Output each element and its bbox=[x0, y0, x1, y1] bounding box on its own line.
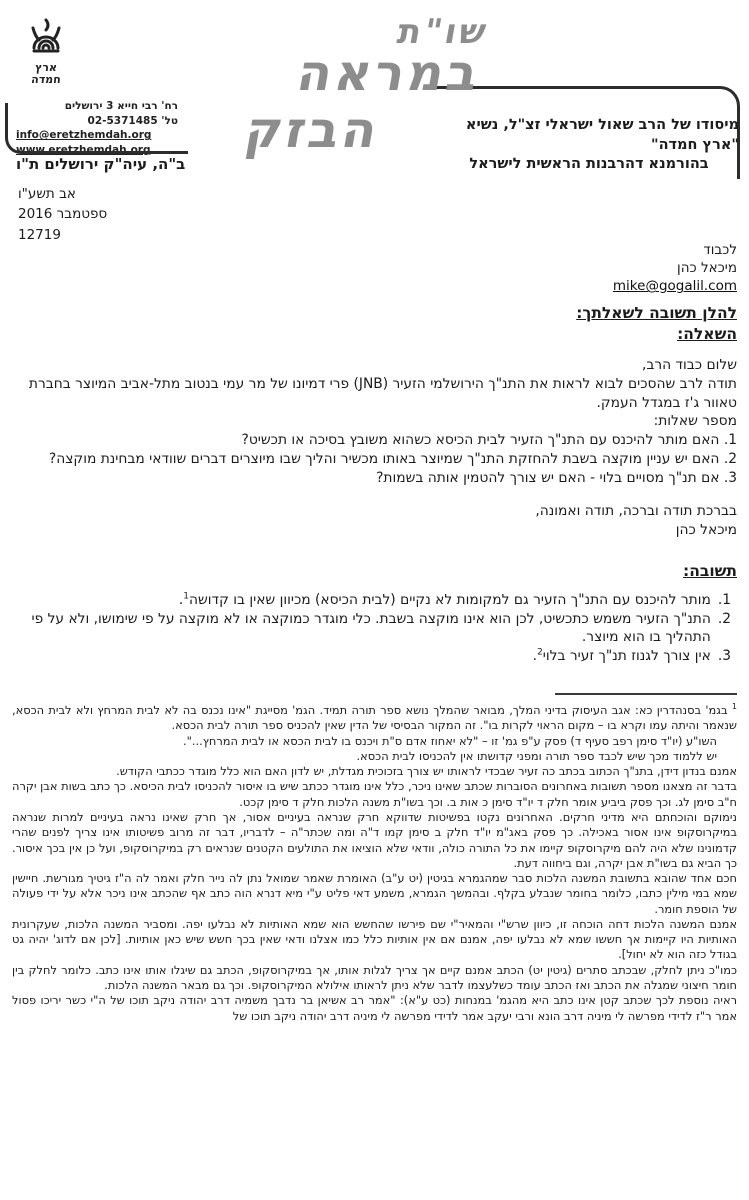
footnote-paragraph: ראיה נוספת לכך שכתב קטן אינו כתב היא מהגמ' במנחות (כט ע"א): "אמר רב אשיאן בר נדבך משמיה דרב יהודה ניקב תוכו של ה"י כשר יריכו פסול אמר ר"ז לדידי מפרשה לי מיניה דרב הונא ורבי יעקב אמר לדידי מפרשה לי מיניה דרב יהודה ניקב תוכו של bbox=[12, 993, 737, 1023]
recipient-name: מיכאל כהן bbox=[677, 260, 737, 277]
answer-item-text: מותר להיכנס עם התנ"ך הזעיר גם למקומות לא נקיים (לבית הכיסא) מכיוון שאין בו קדושה$^1$. bbox=[178, 591, 711, 608]
logo-word-hemdah: חמדה bbox=[30, 72, 62, 86]
footnote-paragraph: אמנם בנדון דידן, בתנ"ך הכתוב בכתב כה זעיר שבכדי לראותו יש צורך בזכוכית מגדלת, יש לדון האם הוא כלל מוגדר ככתבי הקודש. bbox=[116, 764, 737, 779]
question-body: תודה לרב שהסכים לבוא לראות את התנ"ך הירושלמי הזעיר (JNB) פרי דמיונו של מר עמי בנטוב מתל-אביב המיוצר בחברת טאוור ג'ז במגדל העמק. bbox=[28, 375, 737, 411]
intro-heading: להלן תשובה לשאלתך: bbox=[576, 304, 737, 322]
menorah-flame-icon bbox=[18, 18, 74, 62]
question-list-intro: מספר שאלות: bbox=[653, 413, 737, 430]
answer-item bbox=[12, 591, 731, 610]
question-item: 1. האם מותר להיכנס עם התנ"ך הזעיר לבית הכיסא כשהוא משובץ בסיכה או תכשיט? bbox=[241, 432, 737, 449]
contact-email-link[interactable]: info@eretzhemdah.org bbox=[16, 129, 152, 142]
question-item: 3. אם תנ"ך מסויים בלוי - האם יש צורך להטמין אותה בשמות? bbox=[376, 469, 737, 486]
closing-block bbox=[12, 502, 737, 540]
signature-name: מיכאל כהן bbox=[675, 522, 737, 539]
footnote-ref: 1 bbox=[183, 591, 189, 602]
responsum-number: 12719 bbox=[18, 226, 61, 243]
contact-website-link[interactable]: www.eretzhemdah.org bbox=[16, 144, 151, 157]
answer-item-number: 2. bbox=[717, 610, 731, 627]
answer-item-number: 1. bbox=[717, 591, 731, 608]
answer-item-text: אין צורך לגנוז תנ"ך זעיר בלוי$^2$. bbox=[532, 647, 711, 665]
gregorian-date: ספטמבר 2016 bbox=[18, 206, 108, 223]
masthead-title-habazak: הבזק bbox=[240, 101, 385, 159]
subtitle-authority-line: בהורמנא דהרבנות הראשית לישראל bbox=[469, 156, 709, 173]
answer-item-number: 3. bbox=[717, 648, 731, 665]
footnote-paragraph: השו"ע (יו"ד סימן רפב סעיף ד) פסק ע"פ גמ' זו – "לא יאחוז אדם ס"ת ויכנס בו לבית הכסא או לבית המרחץ...". bbox=[183, 733, 717, 748]
answer-heading: תשובה: bbox=[683, 561, 737, 580]
recipient-email-link[interactable]: mike@gogalil.com bbox=[612, 278, 737, 295]
recipient-honorific: לכבוד bbox=[703, 242, 737, 258]
answer-item bbox=[12, 610, 731, 648]
hebrew-date: אב תשע"ו bbox=[18, 186, 76, 202]
masthead-title-bemareh: במראה bbox=[292, 44, 486, 102]
masthead-title-shut: שו"ת bbox=[394, 12, 492, 52]
footnote-paragraph: נימוקם והוכחתם היא מדיני חרקים. האחרונים נקטו בפשיטות שדווקא חרק שנראה בעיניים אסור, אך חרק שאינו נראה בעיניים למרות שנראה במיקרוסקופ אינו אסור באכילה. כך פסק באג"מ יו"ד חלק ב סימן קמו ד"ה ומה שכתר"ה – לדבריו, דבר זה מרוב פשיטותו אינו צריך לפנים שהרי קדמונינו שלא היה להם מיקרוסקופ קיימו את כל התורה כולה, וודאי שלא הוציאו את התולעים הקטנים שנראים רק במיקרוסקופ, ועל כן אין בכך איסור. כך הביא גם בשו"ת אבן יקרה, וגם ביחווה דעת. bbox=[12, 809, 737, 870]
footnote-paragraph: אמנם המשנה הלכות דחה הוכחה זו, כיוון שרש"י והמאיר"י שם פירשו שהחשש הוא שמא האותיות לא נבלעו יפה. ומסביר המשנה הלכות, שעקרונית האותיות היו קיימות אך חששו שמא לא נבלעו יפה, אמנם אם אין אותיות כלל כמו אצלנו ודאי שאין בכך חשש שיש כאן אותיות. [לכן אם לדוג' יהיה גט בגודל כזה הוא לא יחול]. bbox=[12, 916, 737, 962]
letter-body bbox=[12, 303, 737, 1024]
footnote-paragraph: $^1$ בגמ' בסנהדרין כא: אגב העיסוק בדיני המלך, מבואר שהמלך נושא ספר תורה תמיד. הגמ' מסייגת "אינו נכנס בה לא לבית המרחץ ולא לבית הכסא, שנאמר והיתה עמו וקרא בו – מקום הראוי לקרות בו". זה המקור הבסיסי של הדין שאין להכניס ספר תורה לבית הכסא. bbox=[12, 702, 737, 733]
greeting-line: שלום כבוד הרב, bbox=[641, 357, 737, 374]
closing-line: בברכת תודה וברכה, תודה ואמונה, bbox=[535, 503, 737, 520]
recipient-block bbox=[613, 241, 737, 296]
ornament-line-left bbox=[5, 103, 188, 157]
masthead-subtitle bbox=[439, 116, 739, 175]
question-heading: השאלה: bbox=[677, 325, 737, 344]
answer-list bbox=[12, 591, 737, 666]
subtitle-founder-line: מיסודו של הרב שאול ישראלי זצ"ל, נשיא "ארץ חמדה" bbox=[465, 117, 739, 153]
footnotes-block bbox=[12, 703, 737, 1024]
answer-item-text: התנ"ך הזעיר משמש כתכשיט, לכן הוא אינו מוקצה בשבת. כלי מוגדר כמוקצה או לא מוקצה על פי שימושו, ולא על פי התהליך בו הוא מיוצר. bbox=[31, 610, 711, 646]
question-item: 2. האם יש עניין מוקצה בשבת להחזקת התנ"ך שמיוצר באותו מכשיר והליך שבו מיוצרים דברים שוודאי מבחינת מוקצה? bbox=[48, 450, 737, 467]
footnote-paragraph: יש ללמוד מכך שיש לכבד ספר תורה ומפני קדושתו אין להכניסו לבית הכסא. bbox=[356, 748, 717, 763]
footnote-paragraph: בדבר זה מצאנו מספר תשובות באחרונים הסוברות שכתב שאינו ניכר, כלל אינו מוגדר ככתב שיש בו איסור להכניסו לבית הכיסא. כך כתב בשות אבן יקרה ח"ב סימן לג. וכך פסק ביביע אומר חלק ד יו"ד סימן כ אות ב. וכך בשו"ת משנה הלכות חלק ד סימן קכט. bbox=[12, 779, 737, 809]
answer-item bbox=[12, 647, 731, 666]
contact-address: רח' רבי חייא 3 ירושלים bbox=[64, 100, 178, 112]
footnote-separator bbox=[555, 693, 737, 695]
eretz-hemdah-logo bbox=[18, 18, 74, 85]
date-block bbox=[18, 184, 107, 245]
footnote-paragraph: חכם אחד שהובא בתשובת המשנה הלכות סבר שמהגמרא בגיטין (יט ע"ב) האומרת שאמר שמואל נתן לה נייר חלק ואמר לה ה"ז גיטיך מגורשת. חיישין שמא במי מילין כתבו, כלומר בחומר שנבלע בקלף. ובהמשך הגמרא, משמע דאי פליט ע"י מיא דנרא הוה כתב אף שהכתב אינו ניכר אלא על ידי פעולה של הוספת חומר. bbox=[12, 871, 737, 916]
footnote-marker: 1 bbox=[731, 702, 737, 712]
blessing-line: ב"ה, עיה"ק ירושלים ת"ו bbox=[16, 155, 186, 173]
contact-phone: טל' 02-5371485 bbox=[87, 114, 178, 127]
logo-word-eretz: ארץ bbox=[34, 61, 58, 74]
footnote-paragraph: כמו"כ ניתן לחלק, שבכתב סתרים (גיטין יט) הכתב אמנם קיים אך צריך לגלות אותו, אך במיקרוסקופ, הכתב גם שיגלו אותו אינו כתב. כלומר לחלק בין חומר חיצוני שמגלה את הכתב ואז הכתב עומד כשלעצמו לדבר שלא ניתן לראותו אילולא המיקרוסקופ. וכך גם מבאר המשנה הלכות. bbox=[12, 962, 737, 993]
footnote-ref: 2 bbox=[537, 647, 543, 658]
